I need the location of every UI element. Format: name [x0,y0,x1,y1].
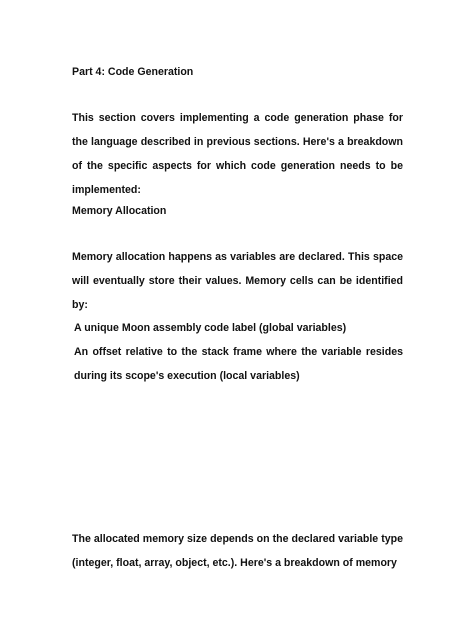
list-item: An offset relative to the stack frame where the variable resides during its scope's execution (local variables) [74,346,403,382]
intro-paragraph: This section covers implementing a code generation phase for the language described in previous sections. Here's a breakdown of the specific aspects for which code generation needs to be implemented: [72,112,403,196]
section-heading: Part 4: Code Generation [72,66,194,78]
allocation-size-paragraph: The allocated memory size depends on the declared variable type (integer, float, array, object, etc.). Here's a breakdown of memory [72,533,403,569]
list-item: A unique Moon assembly code label (global variables) [74,322,347,334]
memory-allocation-paragraph: Memory allocation happens as variables are declared. This space will eventually store their values. Memory cells can be identified by: [72,251,403,311]
memory-allocation-heading: Memory Allocation [72,205,167,217]
